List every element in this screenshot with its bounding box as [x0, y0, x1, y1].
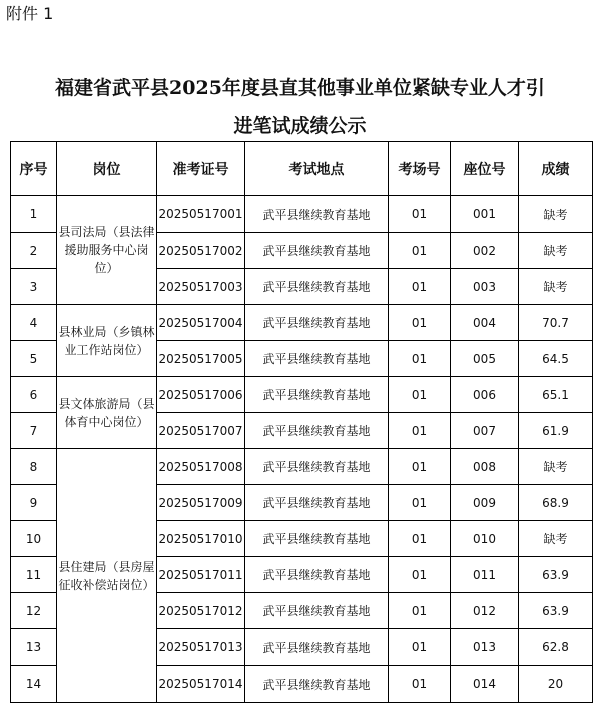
cell-location: 武平县继续教育基地: [245, 449, 389, 485]
cell-ticket: 20250517005: [157, 341, 245, 377]
cell-room: 01: [389, 341, 451, 377]
cell-location: 武平县继续教育基地: [245, 629, 389, 666]
cell-post: 县林业局（乡镇林业工作站岗位）: [57, 305, 157, 377]
cell-seat: 009: [451, 485, 519, 521]
cell-room: 01: [389, 521, 451, 557]
cell-ticket: 20250517003: [157, 269, 245, 305]
cell-room: 01: [389, 196, 451, 233]
cell-score: 63.9: [519, 593, 593, 629]
cell-ticket: 20250517007: [157, 413, 245, 449]
cell-score: 62.8: [519, 629, 593, 666]
cell-ticket: 20250517014: [157, 666, 245, 703]
cell-score: 64.5: [519, 341, 593, 377]
cell-seq: 11: [11, 557, 57, 593]
table-row: [11, 377, 593, 413]
cell-score: 缺考: [519, 449, 593, 485]
cell-location: 武平县继续教育基地: [245, 485, 389, 521]
table-header-row: [11, 142, 593, 196]
cell-seq: 6: [11, 377, 57, 413]
cell-seq: 3: [11, 269, 57, 305]
table-row: [11, 196, 593, 233]
cell-seat: 012: [451, 593, 519, 629]
cell-room: 01: [389, 557, 451, 593]
cell-seat: 011: [451, 557, 519, 593]
cell-location: 武平县继续教育基地: [245, 557, 389, 593]
cell-location: 武平县继续教育基地: [245, 305, 389, 341]
cell-location: 武平县继续教育基地: [245, 269, 389, 305]
cell-seat: 005: [451, 341, 519, 377]
cell-score: 70.7: [519, 305, 593, 341]
cell-location: 武平县继续教育基地: [245, 196, 389, 233]
cell-seat: 007: [451, 413, 519, 449]
header-seq: 序号: [11, 142, 57, 196]
header-post: 岗位: [57, 142, 157, 196]
cell-post: 县住建局（县房屋征收补偿站岗位）: [57, 449, 157, 703]
cell-seq: 8: [11, 449, 57, 485]
header-score: 成绩: [519, 142, 593, 196]
cell-post: 县司法局（县法律援助服务中心岗位）: [57, 196, 157, 305]
cell-location: 武平县继续教育基地: [245, 666, 389, 703]
cell-location: 武平县继续教育基地: [245, 593, 389, 629]
cell-score: 65.1: [519, 377, 593, 413]
cell-ticket: 20250517012: [157, 593, 245, 629]
cell-room: 01: [389, 449, 451, 485]
cell-room: 01: [389, 629, 451, 666]
cell-seq: 5: [11, 341, 57, 377]
cell-location: 武平县继续教育基地: [245, 521, 389, 557]
cell-ticket: 20250517008: [157, 449, 245, 485]
cell-location: 武平县继续教育基地: [245, 377, 389, 413]
table-row: [11, 305, 593, 341]
cell-room: 01: [389, 593, 451, 629]
cell-location: 武平县继续教育基地: [245, 233, 389, 269]
document-title-line-1: 福建省武平县2025年度县直其他事业单位紧缺专业人才引: [55, 77, 545, 99]
cell-location: 武平县继续教育基地: [245, 341, 389, 377]
table-body: [11, 196, 593, 703]
cell-room: 01: [389, 233, 451, 269]
cell-seat: 008: [451, 449, 519, 485]
cell-seq: 12: [11, 593, 57, 629]
cell-seat: 014: [451, 666, 519, 703]
table-row: [11, 449, 593, 485]
cell-seat: 013: [451, 629, 519, 666]
header-location: 考试地点: [245, 142, 389, 196]
cell-room: 01: [389, 269, 451, 305]
cell-score: 缺考: [519, 521, 593, 557]
cell-seat: 004: [451, 305, 519, 341]
cell-seat: 010: [451, 521, 519, 557]
cell-seq: 13: [11, 629, 57, 666]
cell-score: 缺考: [519, 233, 593, 269]
header-room: 考场号: [389, 142, 451, 196]
attachment-label: 附件 1: [6, 4, 54, 23]
cell-ticket: 20250517004: [157, 305, 245, 341]
cell-score: 61.9: [519, 413, 593, 449]
cell-seq: 2: [11, 233, 57, 269]
header-seat: 座位号: [451, 142, 519, 196]
cell-room: 01: [389, 485, 451, 521]
score-table: [10, 141, 593, 703]
cell-ticket: 20250517010: [157, 521, 245, 557]
cell-seat: 001: [451, 196, 519, 233]
cell-seq: 9: [11, 485, 57, 521]
cell-room: 01: [389, 377, 451, 413]
cell-ticket: 20250517013: [157, 629, 245, 666]
cell-score: 63.9: [519, 557, 593, 593]
cell-ticket: 20250517002: [157, 233, 245, 269]
cell-score: 缺考: [519, 269, 593, 305]
cell-post: 县文体旅游局（县体育中心岗位）: [57, 377, 157, 449]
cell-seat: 006: [451, 377, 519, 413]
cell-ticket: 20250517001: [157, 196, 245, 233]
header-ticket: 准考证号: [157, 142, 245, 196]
cell-seq: 4: [11, 305, 57, 341]
cell-seq: 7: [11, 413, 57, 449]
cell-seq: 1: [11, 196, 57, 233]
cell-room: 01: [389, 413, 451, 449]
cell-seat: 003: [451, 269, 519, 305]
cell-score: 68.9: [519, 485, 593, 521]
cell-ticket: 20250517011: [157, 557, 245, 593]
cell-location: 武平县继续教育基地: [245, 413, 389, 449]
cell-room: 01: [389, 666, 451, 703]
document-title-line-2: 进笔试成绩公示: [233, 115, 367, 137]
cell-room: 01: [389, 305, 451, 341]
cell-seq: 10: [11, 521, 57, 557]
cell-score: 缺考: [519, 196, 593, 233]
cell-score: 20: [519, 666, 593, 703]
cell-ticket: 20250517009: [157, 485, 245, 521]
cell-seat: 002: [451, 233, 519, 269]
cell-ticket: 20250517006: [157, 377, 245, 413]
cell-seq: 14: [11, 666, 57, 703]
